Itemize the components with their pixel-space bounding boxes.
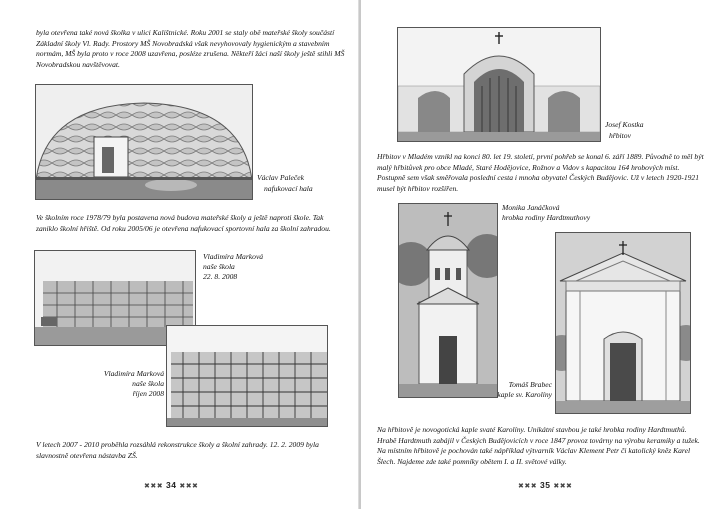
cemetery-gate-photo	[397, 27, 601, 142]
cemetery-paragraph: Hřbitov v Mladém vznikl na konci 80. let 19. století, první pohřeb se konal 6. září 1889. Původně to měl být malý hřbitůvek pro obce Mladé, Staré Hodějovice, Rožnov a Vidov s kapacitou 164 hrobových míst. Postupně sem však směřovala poslední cesta i mnoha obyvatel Českých Budějovic. Už v letech 1920-1921 musel být hřbitov rozšířen.	[377, 152, 704, 193]
gate-caption-title: hřbitov	[609, 131, 631, 140]
page-number-left	[144, 480, 198, 490]
photo1-caption-title: nafukovací hala	[264, 184, 313, 193]
chapel-caption-author: Tomáš Brabec	[508, 380, 552, 389]
page-ornament-right-2: ✖✖✖	[553, 483, 573, 490]
chapel-caption-title: kaple sv. Karolíny	[497, 390, 552, 399]
gate-caption-author: Josef Kostka	[605, 120, 644, 129]
middle-paragraph: Ve školním roce 1978/79 byla postavena nová budova mateřské školy a ještě naproti škole. Tak zaniklo školní hřiště. Od roku 2005/06 je otevřena nafukovací sportovní hala za školní zahradou.	[36, 213, 331, 233]
school-photo-october	[166, 325, 328, 427]
left-page	[0, 0, 359, 509]
page-number-35: 35	[539, 480, 551, 490]
photo3-caption-date: říjen 2008	[132, 389, 164, 398]
photo2-caption-title: naše škola	[203, 262, 235, 271]
photo2-caption-author: Vladimíra Marková	[203, 252, 264, 261]
page-number-34: 34	[165, 480, 177, 490]
tomb-caption-author: Monika Janáčková	[502, 203, 560, 212]
photo3-caption-author: Vladimíra Marková	[103, 369, 164, 378]
page-number-right	[518, 480, 572, 490]
right-page	[361, 0, 720, 509]
chapel-photo	[398, 203, 498, 398]
page-ornament-right: ✖✖✖	[518, 483, 538, 490]
bottom-paragraph-right: Na hřbitově je novogotická kaple svaté Karolíny. Unikátní stavbou je také hrobka rodiny Hardtmuthů. Hrabě Hardtmuth zabájil v Českých Budějovicích v roce 1847 provoz továrny na výrobu keramiky a tužek. Na místním hřbitově je pochován také nápříklad výtvarník Václav Klement Petr či katolický kněz Karel Šlech. Najdeme zde také pomníky obětem I. a II. světové války.	[377, 425, 700, 466]
intro-paragraph: byla otevřena také nová školka v ulici Kalištnické. Roku 2001 se staly obě mateřské školy součástí Základní školy Vl. Rady. Prostory MŠ Novobradská však nevyhovovaly hygienickým a stavebním normám, MŠ byla proto v roce 2008 uzavřena, posléze zrušena. Někteří žáci naší školy ještě stihli MŠ Novobradskou navštěvovat.	[36, 28, 345, 69]
photo3-caption-title: naše škola	[132, 379, 164, 388]
photo1-caption-author: Václav Paleček	[257, 173, 305, 182]
bottom-paragraph-left: V letech 2007 - 2010 proběhla rozsáhlá rekonstrukce školy a školní zahrady. 12. 2. 2009 byla slavnostně otevřena nástavba ZŠ.	[36, 440, 319, 460]
hardtmuth-tomb-photo	[555, 232, 691, 414]
inflatable-hall-photo	[35, 84, 253, 200]
photo2-caption-date: 22. 8. 2008	[203, 272, 238, 281]
page-ornament-left-2: ✖✖✖	[179, 483, 199, 490]
tomb-caption-title: hrobka rodiny Hardtmuthovy	[502, 213, 591, 222]
page-ornament-left: ✖✖✖	[144, 483, 164, 490]
